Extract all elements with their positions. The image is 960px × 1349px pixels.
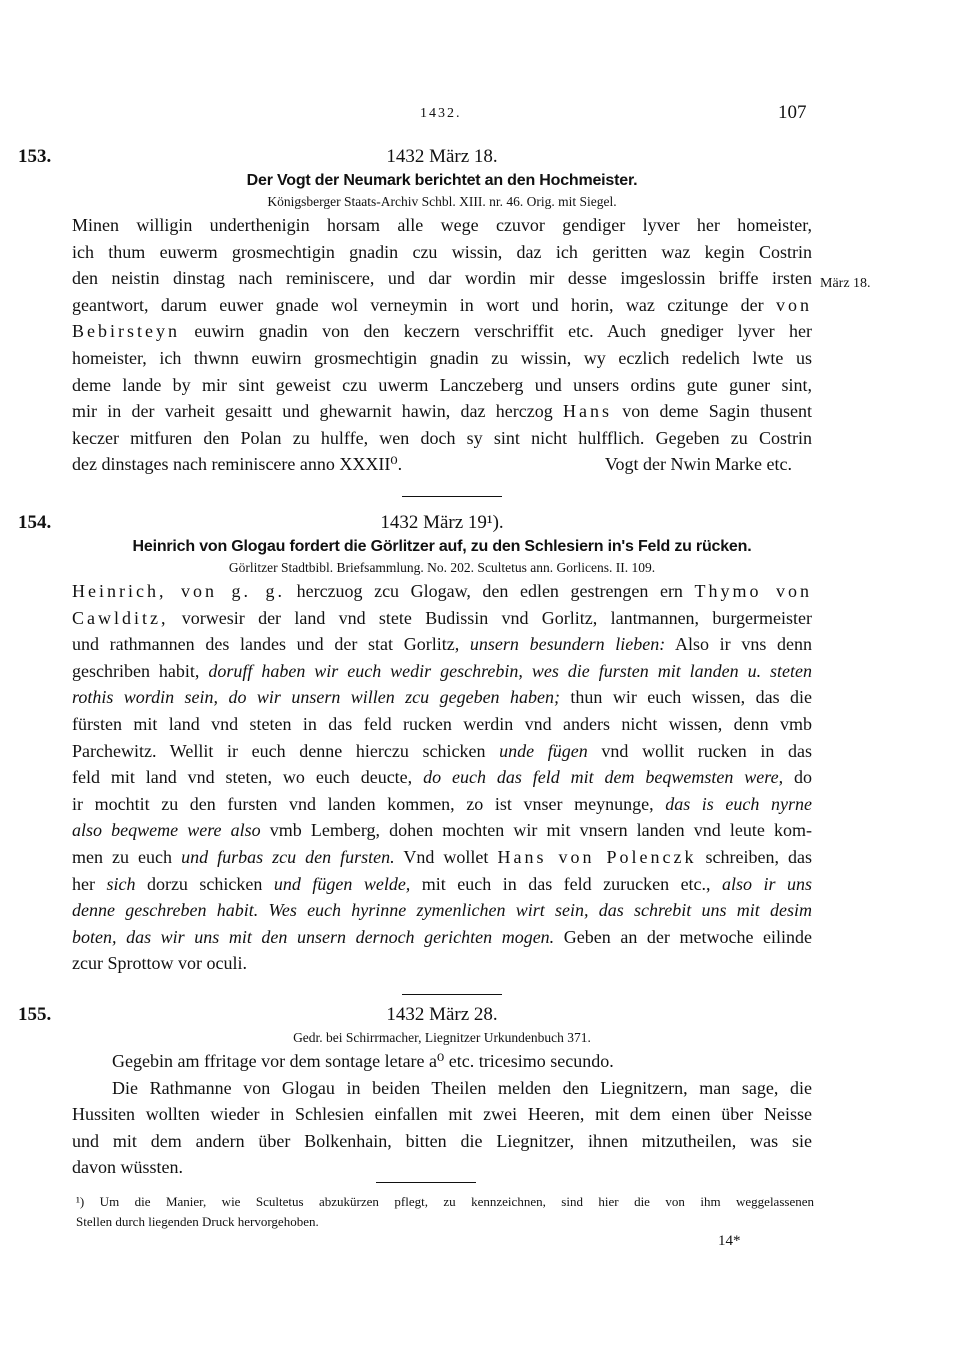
text-line: Cawlditz, vorwesir der land vnd stete Budissin vnd Gorlitz, lantmannen, burgermeister <box>72 607 812 628</box>
footnote-marker: ¹) <box>76 1194 85 1209</box>
text-line: men zu euch und furbas zcu den fursten. Vnd wollet Hans von Polenczk schreiben, das <box>72 846 813 867</box>
footnote-line: ¹) Um die Manier, wie Scultetus abzukürzen pflegt, zu kennzeichnen, sind hier die von ihm weggelassenen <box>76 1194 814 1209</box>
text-line: Parchewitz. Wellit ir euch denne hierczu schicken unde fügen vnd wollit rucken in das <box>72 740 813 761</box>
text-line: rothis wordin sein, do wir unsern willen zcu gegeben haben; thun wir euch wissen, das die <box>72 687 812 708</box>
text-line: den neistin dinstag nach reminiscere, und dar wordin mir desse imgeslossin briffe irsten <box>72 268 812 289</box>
text-line: davon wüssten. <box>72 1157 183 1178</box>
document-155 <box>72 1002 812 1181</box>
text-line: ich thum euwerm grosmechtigin gnadin czu wissin, daz ich geritten waz kegin Costrin <box>72 241 812 262</box>
doc-date: 1432 März 28. <box>386 1004 498 1025</box>
text-line: und rathmannen des landes und der stat Gorlitz, unsern besundern lieben: Also ir vns denn <box>72 634 812 655</box>
text-line: Bebirsteyn euwirn gnadin von den keczern verschriffit etc. Auch gnediger lyver her <box>72 321 812 342</box>
text-line: deme lande by mir sint geweist czu uwerm Lanczeberg und unsers ordins gute guner sint, <box>72 374 812 395</box>
sheet-signature: 14* <box>718 1233 741 1249</box>
text-line: also beqweme were also vmb Lemberg, dohen mochten wir mit vnsern landen vnd leute kom- <box>72 820 812 841</box>
separator-rule <box>402 496 502 497</box>
text-line: her sich dorzu schicken und fügen welde, mit euch in das feld zurucken etc., also ir uns <box>72 873 813 894</box>
text-line: Die Rathmanne von Glogau in beiden Theilen melden den Liegnitzern, man sage, die <box>112 1077 812 1098</box>
doc-title: Der Vogt der Neumark berichtet an den Hochmeister. <box>246 172 638 189</box>
spaced-name: Hans <box>562 401 612 422</box>
text-line: Heinrich, von g. g. herczuog zcu Glogaw, den edlen gestrengen ern Thymo von <box>72 581 812 601</box>
text-line: Hussiten wollten wieder in Schlesien einfallen mit zwei Heeren, mit dem einen über Neisse <box>72 1104 812 1125</box>
doc-number-154: 154. <box>18 512 52 533</box>
doc-number-153: 153. <box>18 146 52 167</box>
running-year: 1432. <box>420 106 462 121</box>
doc-date: 1432 März 19¹). <box>380 512 504 533</box>
document-153 <box>72 144 812 478</box>
doc-source: Gedr. bei Schirrmacher, Liegnitzer Urkundenbuch 371. <box>293 1030 591 1045</box>
doc-body-154 <box>72 578 812 977</box>
text-line: keczer mitfuren den Polan zu hulffe, wen doch sy sint nicht hulfflich. Gegeben zu Costrin <box>72 427 812 448</box>
doc-title: Heinrich von Glogau fordert die Görlitzer auf, zu den Schlesiern in's Feld zu rücken. <box>132 538 752 555</box>
doc-source: Königsberger Staats-Archiv Schbl. XIII. nr. 46. Orig. mit Siegel. <box>267 194 617 209</box>
text-line: und mit dem andern über Bolkenhain, bitten die Liegnitzer, ihnen mitzutheilen, was sie <box>72 1130 812 1151</box>
text-line: geantwort, darum euwer gnade wol verneymin in wort und horin, waz czitunge der von <box>72 294 812 315</box>
text-line: zcur Sprottow vor oculi. <box>72 953 247 974</box>
running-header <box>0 102 960 130</box>
text-line: geschriben habit, doruff haben wir euch wedir geschrebin, wes die fursten mit landen u. steten <box>72 660 813 681</box>
footnote-rule <box>376 1182 476 1183</box>
text-line: denne geschreben habit. Wes euch hyrinne zymenlichen wirt sein, das schrebit uns mit desim <box>72 900 812 921</box>
spaced-name: von <box>776 294 812 315</box>
doc-body-153 <box>72 212 812 478</box>
footnote-line: Stellen durch liegenden Druck hervorgehoben. <box>76 1214 319 1229</box>
spaced-name: Bebirsteyn <box>72 321 180 342</box>
margin-date: März 18. <box>820 276 871 291</box>
text-line: Minen willigin underthenigin horsam alle wege czuvor gendiger lyver her homeister, <box>72 215 812 235</box>
text-line: dez dinstages nach reminiscere anno XXXII⁰. Vogt der Nwin Marke etc. <box>72 451 812 478</box>
text-line: feld mit land vnd steten, wo euch deucte, do euch das feld mit dem beqwemsten were, do <box>72 767 813 788</box>
text-line: Gegebin am ffritage vor dem sontage letare a⁰ etc. tricesimo secundo. <box>112 1051 614 1071</box>
text-line: ir mochtit zu den fursten vnd landen kommen, zo ist vnser meynunge, das is euch nyrne <box>72 793 812 814</box>
document-154 <box>72 510 812 977</box>
doc-body-155 <box>72 1048 812 1181</box>
text-line: mir in der varheit gesaitt und ghewarnit hawin, daz herczog Hans von deme Sagin thusent <box>72 401 812 422</box>
doc-number-155: 155. <box>18 1004 52 1025</box>
separator-rule <box>402 994 502 995</box>
page-number: 107 <box>778 102 807 123</box>
text-line: boten, das wir uns mit den unsern dernoch gerichten mogen. Geben an der metwoche eilinde <box>72 926 812 947</box>
footnote <box>76 1192 814 1232</box>
signature: Vogt der Nwin Marke etc. <box>604 454 792 475</box>
text-line: fürsten mit land vnd steten in das feld rucken werdin vnd anders nicht wissen, denn vmb <box>72 713 812 734</box>
doc-date: 1432 März 18. <box>386 146 498 167</box>
text-line: homeister, ich thwnn euwirn grosmechtigin gnadin zu wissin, wy eczlich redelich lwte us <box>72 347 812 368</box>
doc-source: Görlitzer Stadtbibl. Briefsammlung. No. 202. Scultetus ann. Gorlicens. II. 109. <box>228 560 656 575</box>
